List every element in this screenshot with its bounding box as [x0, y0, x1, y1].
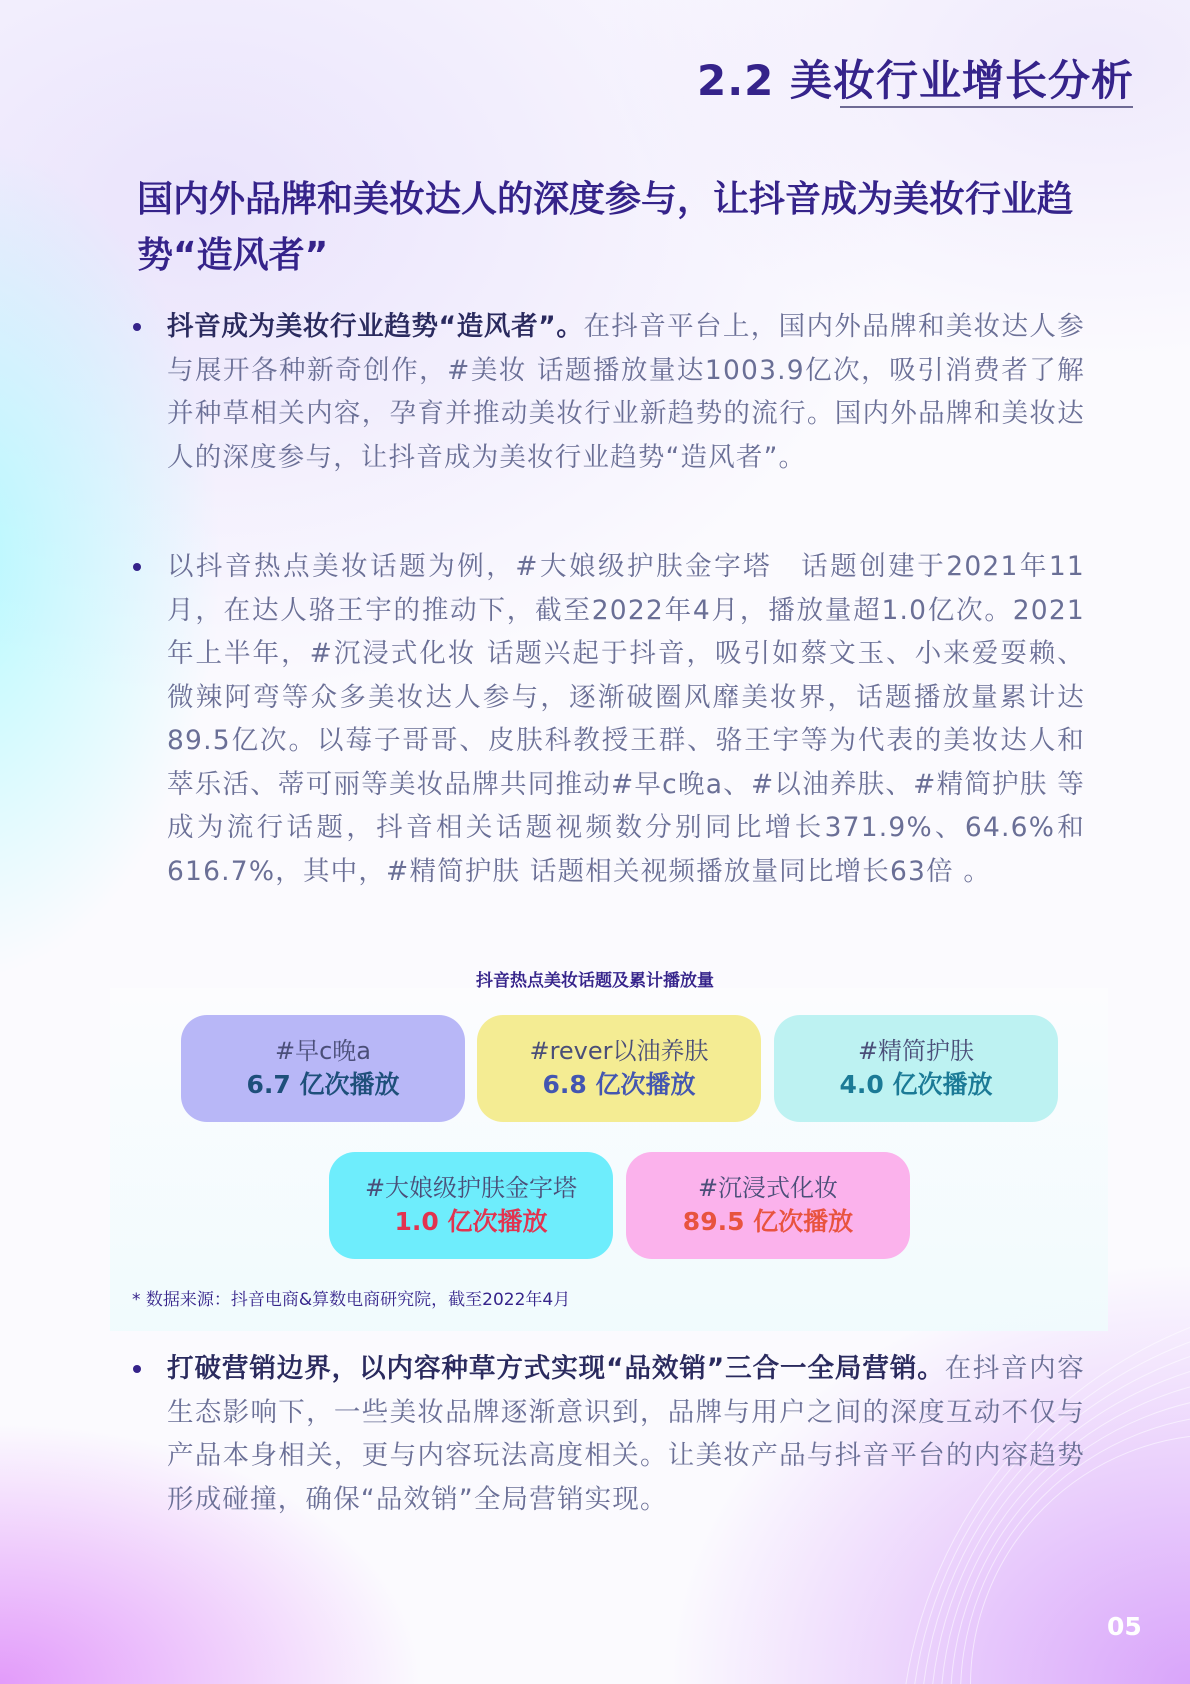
bullet-lead: 打破营销边界，以内容种草方式实现“品效销”三合一全局营销。 [167, 1353, 945, 1384]
topic-card [329, 1152, 613, 1259]
bullet-lead: 抖音成为美妆行业趋势“造风者”。 [167, 311, 584, 342]
bullet-body: 以抖音热点美妆话题为例，#大娘级护肤金字塔 话题创建于2021年11月，在达人骆王宇的推动下，截至2022年4月，播放量超1.0亿次。2021年上半年，#沉浸式化妆 话题兴起于抖音，吸引如蔡文玉、小来爱耍赖、微辣阿弯等众多美妆达人参与，逐渐破圈风靡美妆界，话题播放量累计达89.5亿次。以莓子哥哥、皮肤科教授王群、骆王宇等为代表的美妆达人和萃乐活、蒂可丽等美妆品牌共同推动#早c晚a、#以油养肤、#精简护肤 等成为流行话题，抖音相关话题视频数分别同比增长371.9%、64.6%和616.7%，其中，#精简护肤 话题相关视频播放量同比增长63倍 。 [167, 551, 1085, 887]
bullet-body: 在抖音内容生态影响下，一些美妆品牌逐渐意识到，品牌与用户之间的深度互动不仅与产品本身相关，更与内容玩法高度相关。让美妆产品与抖音平台的内容趋势形成碰撞，确保“品效销”全局营销实现。 [167, 1353, 1085, 1515]
bullet-body: 在抖音平台上，国内外品牌和美妆达人参与展开各种新奇创作，#美妆 话题播放量达1003.9亿次，吸引消费者了解并种草相关内容，孕育并推动美妆行业新趋势的流行。国内外品牌和美妆达人的深度参与，让抖音成为美妆行业趋势“造风者”。 [167, 311, 1085, 473]
topic-plays: 4.0 亿次播放 [839, 1070, 993, 1099]
bullet-dot-icon [133, 563, 141, 571]
bullet-item [133, 305, 1085, 479]
section-title-underline [840, 106, 1133, 108]
topic-tag: #rever以油养肤 [529, 1037, 709, 1065]
bullet-text [167, 1347, 1085, 1521]
topic-plays: 6.7 亿次播放 [246, 1070, 400, 1099]
bullet-dot-icon [133, 323, 141, 331]
bullet-text [167, 545, 1085, 893]
topic-plays: 1.0 亿次播放 [394, 1207, 548, 1236]
topic-tag: #大娘级护肤金字塔 [364, 1174, 578, 1202]
bullet-item [133, 1347, 1085, 1521]
topic-tag: #精简护肤 [857, 1037, 975, 1065]
bullet-dot-icon [133, 1365, 141, 1373]
bullet-text [167, 305, 1085, 479]
page-number: 05 [1107, 1612, 1142, 1641]
topic-tag: #沉浸式化妆 [697, 1174, 839, 1202]
topic-card [477, 1015, 761, 1122]
page-headline: 国内外品牌和美妆达人的深度参与，让抖音成为美妆行业趋势“造风者” [137, 179, 1074, 276]
topic-card [774, 1015, 1058, 1122]
topic-plays: 89.5 亿次播放 [682, 1207, 854, 1236]
topic-card [181, 1015, 465, 1122]
topic-card [626, 1152, 910, 1259]
section-title: 2.2 美妆行业增长分析 [696, 56, 1134, 105]
data-source-note: * 数据来源：抖音电商&算数电商研究院，截至2022年4月 [132, 1290, 571, 1310]
topic-plays: 6.8 亿次播放 [542, 1070, 696, 1099]
topic-tag: #早c晚a [274, 1037, 371, 1065]
bullet-item [133, 545, 1085, 893]
infographic-title: 抖音热点美妆话题及累计播放量 [476, 971, 714, 991]
